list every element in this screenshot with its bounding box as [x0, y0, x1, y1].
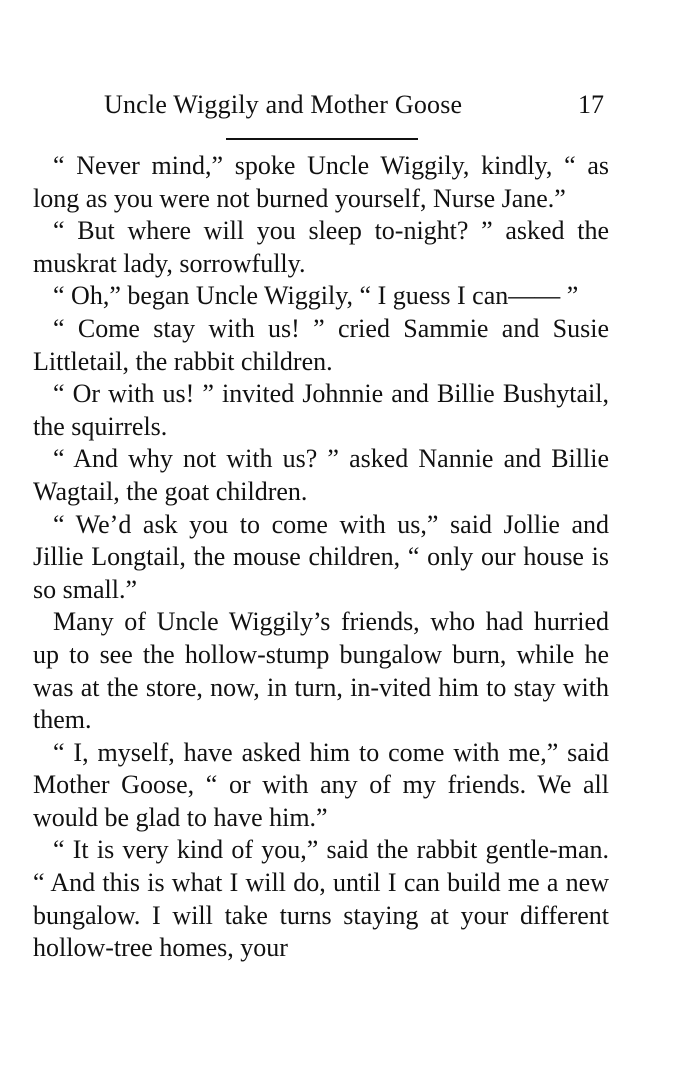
paragraph: “ Oh,” began Uncle Wiggily, “ I guess I can—— ”: [53, 281, 579, 311]
body-text: [33, 150, 609, 965]
paragraph: “ Or with us! ” invited Johnnie and Billie Bushytail, the squirrels.: [33, 379, 609, 441]
paragraph: “ I, myself, have asked him to come with me,” said Mother Goose, “ or with any of my friends. We all would be glad to have him.”: [33, 737, 609, 832]
paragraph: “ It is very kind of you,” said the rabbit gentle-man. “ And this is what I will do, until I can build me a new bungalow. I will take turns staying at your different hollow-tree homes, your: [33, 835, 609, 963]
header-rule: [226, 138, 418, 140]
paragraph: Many of Uncle Wiggily’s friends, who had hurried up to see the hollow-stump bungalow burn, while he was at the store, now, in turn, in-vited him to stay with them.: [33, 607, 609, 735]
page-number: 17: [578, 90, 604, 119]
paragraph: “ Never mind,” spoke Uncle Wiggily, kindly, “ as long as you were not burned yourself, Nurse Jane.”: [33, 151, 609, 213]
paragraph: “ We’d ask you to come with us,” said Jollie and Jillie Longtail, the mouse children, “ only our house is so small.”: [33, 509, 609, 604]
paragraph: “ But where will you sleep to-night? ” asked the muskrat lady, sorrowfully.: [33, 216, 609, 278]
running-head-title: Uncle Wiggily and Mother Goose: [104, 90, 463, 119]
paragraph: “ Come stay with us! ” cried Sammie and Susie Littletail, the rabbit children.: [33, 313, 609, 376]
running-head: [104, 88, 604, 122]
paragraph: “ And why not with us? ” asked Nannie and Billie Wagtail, the goat children.: [33, 444, 609, 506]
